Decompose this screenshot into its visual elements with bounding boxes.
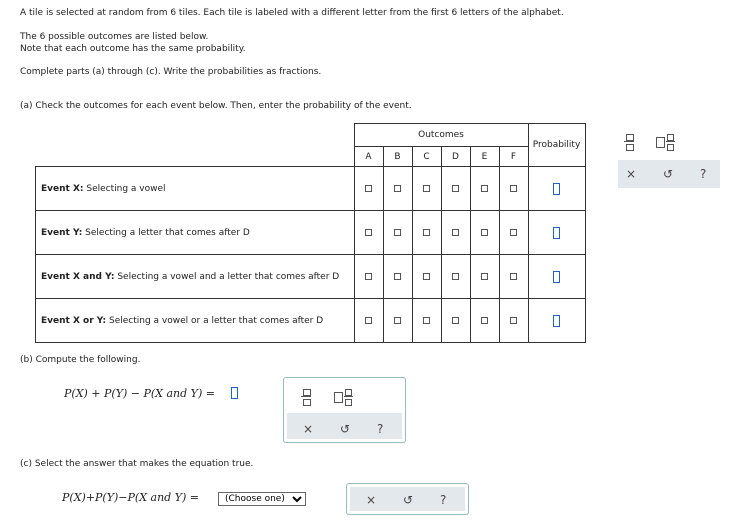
- event-y-name: Event Y:: [41, 227, 83, 238]
- mixed-number-icon[interactable]: [656, 133, 676, 151]
- letter-e: E: [470, 147, 499, 167]
- x-checkbox-d[interactable]: [452, 185, 459, 192]
- letter-c: C: [412, 147, 441, 167]
- event-x-label: [36, 167, 355, 211]
- event-x-and-y-row: [36, 255, 586, 299]
- letter-f: F: [499, 147, 528, 167]
- event-y-label: [36, 211, 355, 255]
- letter-a: A: [354, 147, 383, 167]
- x-or-y-checkbox-c[interactable]: [423, 317, 430, 324]
- mixed-number-icon[interactable]: [334, 388, 354, 406]
- x-and-y-probability-input[interactable]: [553, 271, 560, 283]
- x-checkbox-b[interactable]: [394, 185, 401, 192]
- x-checkbox-e[interactable]: [481, 185, 488, 192]
- letter-d: D: [441, 147, 470, 167]
- x-or-y-checkbox-a[interactable]: [365, 317, 372, 324]
- part-b-equation: P(X) + P(Y) − P(X and Y) =: [64, 387, 215, 400]
- undo-icon[interactable]: ↺: [340, 422, 351, 436]
- xy-checkbox-f[interactable]: [510, 273, 517, 280]
- instructions: Complete parts (a) through (c). Write the probabilities as fractions.: [20, 67, 322, 77]
- help-icon[interactable]: ?: [377, 422, 384, 436]
- y-probability-input[interactable]: [553, 227, 560, 239]
- event-x-or-y-row: [36, 299, 586, 343]
- outcomes-table: [35, 123, 586, 343]
- event-x-and-y-name: Event X and Y:: [41, 271, 115, 282]
- answer-tools-b: [283, 377, 406, 443]
- event-x-or-y-desc: Selecting a vowel or a letter that comes after D: [109, 315, 324, 326]
- answer-tools-c: [346, 483, 469, 515]
- intro-line-2: The 6 possible outcomes are listed below.: [20, 32, 209, 42]
- help-icon[interactable]: ?: [440, 493, 447, 507]
- probability-header: Probability: [528, 124, 585, 167]
- event-x-desc: Selecting a vowel: [86, 183, 166, 194]
- outcomes-header: Outcomes: [354, 124, 528, 147]
- clear-icon[interactable]: ×: [626, 167, 637, 181]
- xy-checkbox-a[interactable]: [365, 273, 372, 280]
- event-x-name: Event X:: [41, 183, 84, 194]
- letter-b: B: [383, 147, 412, 167]
- undo-icon[interactable]: ↺: [403, 493, 414, 507]
- xy-checkbox-e[interactable]: [481, 273, 488, 280]
- x-probability-input[interactable]: [553, 183, 560, 195]
- choose-one-select[interactable]: [218, 492, 306, 506]
- x-or-y-checkbox-d[interactable]: [452, 317, 459, 324]
- fraction-icon[interactable]: [623, 133, 635, 151]
- event-y-desc: Selecting a letter that comes after D: [85, 227, 250, 238]
- clear-icon[interactable]: ×: [366, 493, 377, 507]
- help-icon[interactable]: ?: [700, 167, 707, 181]
- intro-line-3: Note that each outcome has the same probability.: [20, 44, 246, 54]
- empty-corner: [36, 124, 355, 167]
- x-or-y-checkbox-f[interactable]: [510, 317, 517, 324]
- y-checkbox-f[interactable]: [510, 229, 517, 236]
- fraction-icon[interactable]: [300, 388, 312, 406]
- x-or-y-checkbox-e[interactable]: [481, 317, 488, 324]
- event-x-and-y-label: [36, 255, 355, 299]
- x-checkbox-f[interactable]: [510, 185, 517, 192]
- y-checkbox-b[interactable]: [394, 229, 401, 236]
- part-c-prompt: (c) Select the answer that makes the equation true.: [20, 459, 254, 469]
- y-checkbox-d[interactable]: [452, 229, 459, 236]
- xy-checkbox-b[interactable]: [394, 273, 401, 280]
- event-y-row: [36, 211, 586, 255]
- x-checkbox-c[interactable]: [423, 185, 430, 192]
- x-or-y-checkbox-b[interactable]: [394, 317, 401, 324]
- part-b-answer-input[interactable]: [231, 387, 238, 399]
- xy-checkbox-d[interactable]: [452, 273, 459, 280]
- y-checkbox-c[interactable]: [423, 229, 430, 236]
- x-checkbox-a[interactable]: [365, 185, 372, 192]
- x-or-y-probability-input[interactable]: [553, 315, 560, 327]
- answer-tools-a: [618, 123, 720, 191]
- part-c-equation: P(X)+P(Y)−P(X and Y) =: [62, 491, 199, 504]
- event-x-and-y-desc: Selecting a vowel and a letter that comes after D: [117, 271, 340, 282]
- undo-icon[interactable]: ↺: [663, 167, 674, 181]
- event-x-row: [36, 167, 586, 211]
- clear-icon[interactable]: ×: [303, 422, 314, 436]
- part-a-prompt: (a) Check the outcomes for each event below. Then, enter the probability of the event.: [20, 101, 412, 111]
- intro-line-1: A tile is selected at random from 6 tiles. Each tile is labeled with a different letter from the first 6 letters of the alphabet.: [20, 8, 564, 18]
- y-checkbox-a[interactable]: [365, 229, 372, 236]
- event-x-or-y-name: Event X or Y:: [41, 315, 107, 326]
- xy-checkbox-c[interactable]: [423, 273, 430, 280]
- y-checkbox-e[interactable]: [481, 229, 488, 236]
- event-x-or-y-label: [36, 299, 355, 343]
- part-b-prompt: (b) Compute the following.: [20, 355, 141, 365]
